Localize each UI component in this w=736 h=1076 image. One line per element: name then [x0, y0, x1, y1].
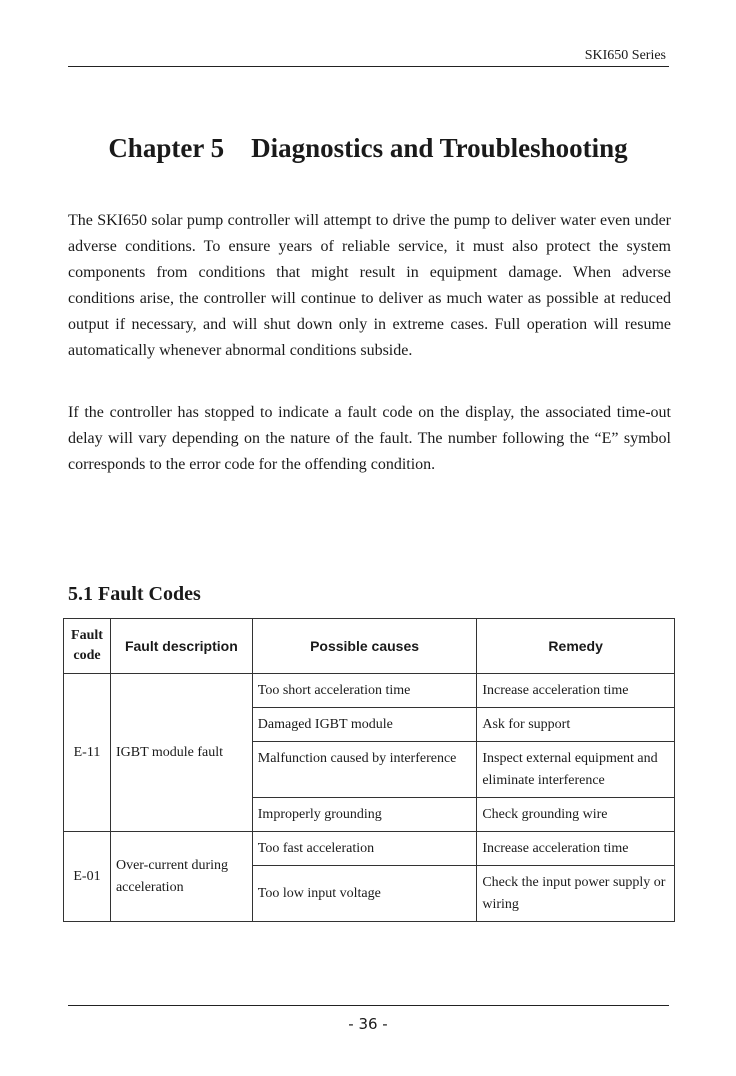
remedy-cell: Increase acceleration time — [477, 674, 675, 708]
remedy-cell: Ask for support — [477, 708, 675, 742]
header-possible-causes: Possible causes — [252, 619, 477, 674]
cause-cell: Damaged IGBT module — [252, 708, 477, 742]
header-series: SKI650 Series — [584, 48, 666, 63]
table-row — [64, 674, 675, 708]
fault-code-paragraph: If the controller has stopped to indicate a fault code on the display, the associated time-out delay will vary depending on the nature of the fault. The number following the “E” symbol corresponds to the error code for the offending condition. — [68, 404, 671, 473]
fault-description-cell: IGBT module fault — [110, 674, 252, 832]
chapter-title: Chapter 5 Diagnostics and Troubleshooting — [108, 133, 628, 163]
page-number: - 36 - — [348, 1015, 388, 1033]
header-remedy: Remedy — [477, 619, 675, 674]
fault-code-cell: E-11 — [64, 674, 111, 832]
cause-cell: Too low input voltage — [252, 866, 477, 922]
fault-codes-table — [63, 618, 675, 922]
cause-cell: Improperly grounding — [252, 798, 477, 832]
header-fault-description: Fault description — [110, 619, 252, 674]
cause-cell: Too short acceleration time — [252, 674, 477, 708]
remedy-cell: Increase acceleration time — [477, 832, 675, 866]
cause-cell: Too fast acceleration — [252, 832, 477, 866]
section-title: 5.1 Fault Codes — [68, 583, 201, 605]
table-header-row — [64, 619, 675, 674]
table-row — [64, 832, 675, 866]
intro-paragraph: The SKI650 solar pump controller will attempt to drive the pump to deliver water even under adverse conditions. To ensure years of reliable service, it must also protect the system components from conditions that might result in equipment damage. When adverse conditions arise, the controller will continue to deliver as much water as possible at reduced output if necessary, and will shut down only in extreme cases. Full operation will resume automatically whenever abnormal conditions subside. — [68, 212, 671, 359]
remedy-cell: Check the input power supply or wiring — [477, 866, 675, 922]
cause-cell: Malfunction caused by interference — [252, 742, 477, 798]
fault-description-cell: Over-current during acceleration — [110, 832, 252, 922]
header-divider — [68, 66, 669, 67]
footer-divider — [68, 1005, 669, 1006]
remedy-cell: Inspect external equipment and eliminate interference — [477, 742, 675, 798]
fault-code-cell: E-01 — [64, 832, 111, 922]
remedy-cell: Check grounding wire — [477, 798, 675, 832]
header-fault-code: Fault code — [64, 619, 111, 674]
